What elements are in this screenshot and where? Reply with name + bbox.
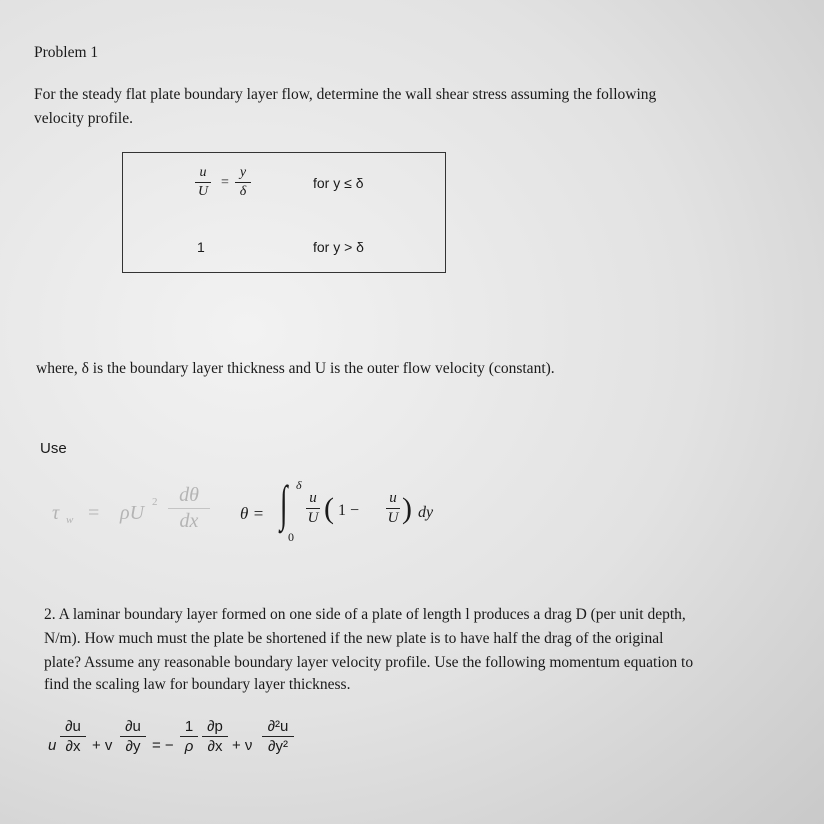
one-minus: 1 −	[338, 502, 360, 519]
profile-lhs-den: U	[197, 184, 209, 199]
mom-plus-nu: + ν	[232, 737, 253, 754]
upper-limit: δ	[296, 478, 302, 492]
U2: U	[387, 510, 399, 526]
problem2-line2: N/m). How much must the plate be shortened if the new plate is to have half the drag of the original	[44, 630, 664, 647]
U1: U	[307, 510, 319, 526]
profile-equals: =	[221, 175, 229, 190]
dy-term: dy	[418, 504, 434, 521]
problem2-line3: plate? Assume any reasonable boundary layer velocity profile. Use the following momentum equation to	[44, 654, 694, 671]
tau-subscript: w	[66, 514, 74, 526]
mom-dx2: ∂x	[207, 738, 223, 755]
d2u-dy2-fraction	[262, 718, 294, 755]
problem1-statement-line1: For the steady flat plate boundary layer flow, determine the wall shear stress assuming the following	[34, 86, 657, 103]
use-label: Use	[40, 440, 67, 457]
u-over-U-2	[386, 490, 400, 527]
integral-sign-icon: ∫	[280, 475, 288, 531]
left-paren: (	[324, 492, 334, 525]
mom-dx: ∂x	[65, 738, 81, 755]
u1: u	[309, 490, 317, 506]
profile-condition-2: for y > δ	[313, 239, 364, 255]
mom-u: u	[48, 737, 57, 754]
dx: dx	[179, 510, 199, 532]
mom-dy: ∂y	[125, 738, 141, 755]
tau-equals: =	[88, 502, 100, 524]
mom-dy2: ∂y²	[268, 738, 288, 755]
theta-lhs: θ =	[240, 504, 265, 523]
mom-rho: ρ	[184, 738, 194, 755]
problem1-heading: Problem 1	[34, 44, 99, 61]
problem2-line1: 2. A laminar boundary layer formed on one side of a plate of length l produces a drag D (per unit depth,	[44, 606, 686, 623]
mom-d2u: ∂²u	[267, 718, 289, 735]
mom-du: ∂u	[65, 718, 81, 735]
mom-eq: = −	[152, 737, 174, 754]
u2: u	[389, 490, 397, 506]
mom-plus-v: + v	[92, 737, 113, 754]
where-text: where, δ is the boundary layer thickness and U is the outer flow velocity (constant).	[36, 360, 555, 377]
dtheta: dθ	[179, 484, 199, 506]
problem1-statement-line2: velocity profile.	[34, 110, 133, 127]
velocity-profile-box	[122, 152, 446, 273]
profile-rhs-den: δ	[239, 184, 247, 199]
tau-symbol: τ	[52, 502, 60, 524]
tau-coefficient-sup: 2	[152, 496, 158, 508]
profile-condition-1: for y ≤ δ	[313, 175, 364, 191]
profile-lhs-num: u	[199, 165, 207, 180]
mom-dp: ∂p	[207, 718, 223, 735]
mom-du2: ∂u	[125, 718, 141, 735]
du-dy-fraction	[120, 718, 146, 755]
mom-one: 1	[184, 718, 194, 735]
du-dx-fraction	[60, 718, 86, 755]
tau-coefficient: ρU	[120, 502, 145, 524]
dp-dx-fraction	[202, 718, 228, 755]
profile-rhs-fraction	[235, 165, 251, 200]
problem2-line4: find the scaling law for boundary layer thickness.	[44, 676, 351, 693]
profile-value-2: 1	[197, 239, 205, 255]
one-over-rho	[180, 718, 198, 755]
u-over-U-1	[306, 490, 320, 527]
lower-limit: 0	[288, 530, 294, 544]
dtheta-dx-fraction	[168, 484, 210, 533]
profile-rhs-num: y	[239, 165, 247, 180]
right-paren: )	[402, 492, 412, 525]
profile-lhs-fraction	[195, 165, 211, 200]
